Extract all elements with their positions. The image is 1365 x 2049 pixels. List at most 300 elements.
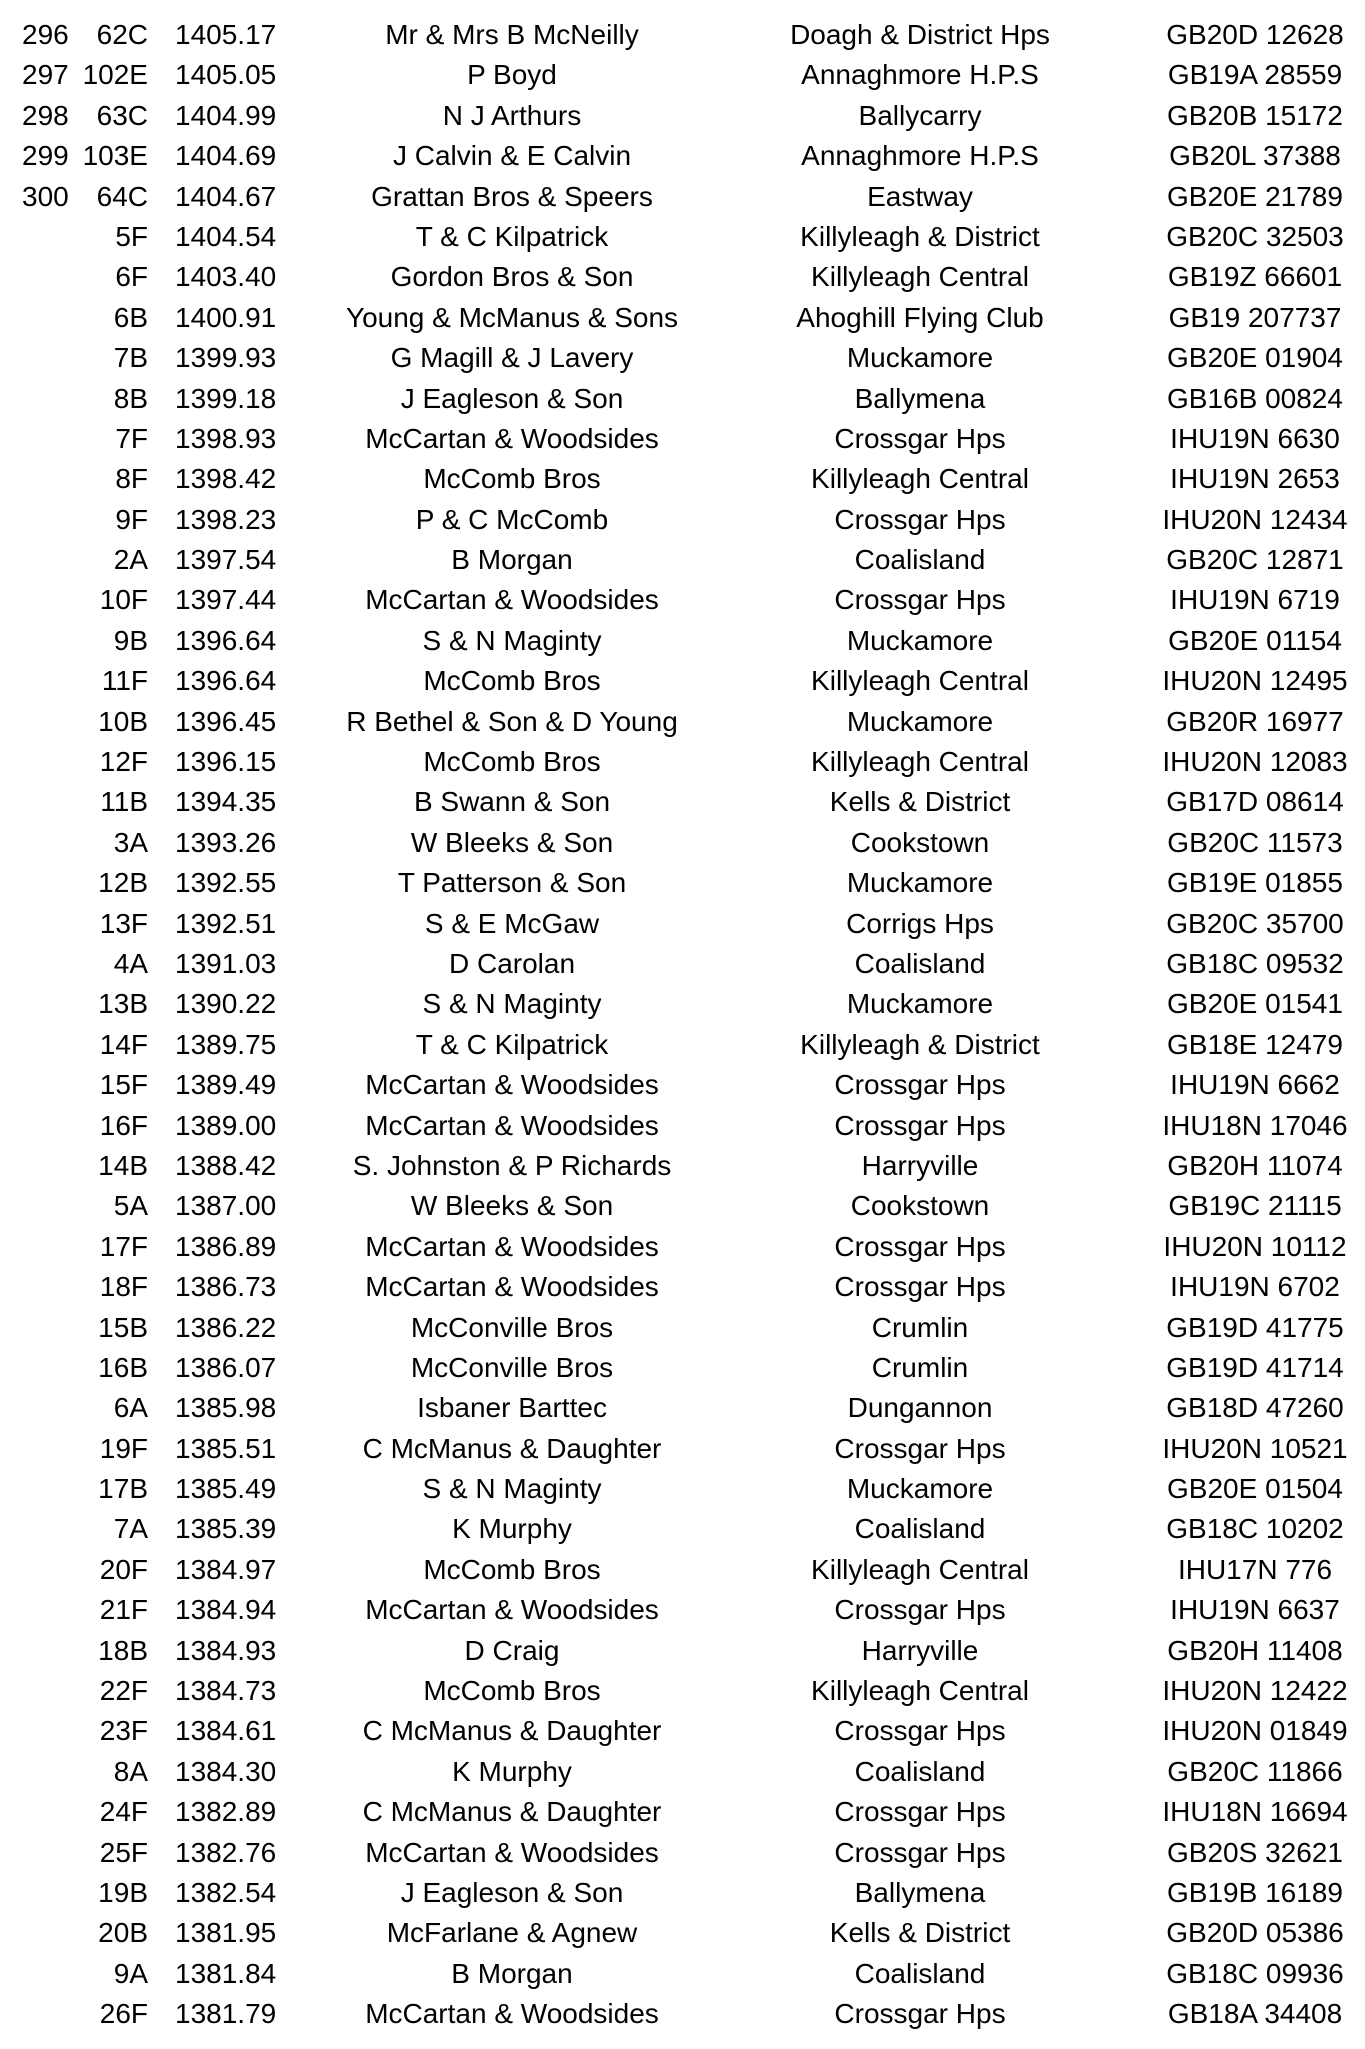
table-row — [0, 96, 1365, 136]
fancier-name: McFarlane & Agnew — [386, 1917, 638, 1949]
club-name: Annaghmore H.P.S — [801, 59, 1039, 91]
overall-position: 297 — [22, 59, 69, 91]
section-position: 19F — [99, 1432, 148, 1464]
section-position: 16B — [98, 1351, 148, 1383]
club-name: Killyleagh & District — [800, 220, 1040, 252]
section-position: 13B — [98, 988, 148, 1020]
ring-number: GB18C 09532 — [1166, 947, 1344, 979]
section-position: 14F — [99, 1028, 148, 1060]
section-position: 102E — [82, 59, 148, 91]
club-name: Muckamore — [846, 624, 994, 656]
club-name: Crossgar Hps — [834, 1998, 1006, 2030]
section-position: 11B — [100, 786, 148, 818]
section-position: 7B — [113, 342, 148, 374]
ring-number: GB20E 01904 — [1167, 342, 1343, 374]
ring-number: IHU20N 01849 — [1162, 1715, 1348, 1747]
club-name: Ballycarry — [858, 99, 982, 131]
fancier-name: McCartan & Woodsides — [365, 1230, 659, 1262]
fancier-name: McCartan & Woodsides — [365, 1271, 659, 1303]
club-name: Dungannon — [847, 1392, 993, 1424]
table-row — [0, 944, 1365, 984]
velocity: 1398.23 — [175, 503, 277, 535]
section-position: 8F — [115, 463, 148, 495]
table-row — [0, 1025, 1365, 1065]
ring-number: GB20C 12871 — [1166, 544, 1344, 576]
table-row — [0, 1388, 1365, 1428]
ring-number: GB19D 41714 — [1166, 1351, 1344, 1383]
fancier-name: K Murphy — [452, 1513, 572, 1545]
fancier-name: J Eagleson & Son — [400, 1876, 624, 1908]
velocity: 1382.89 — [175, 1796, 277, 1828]
velocity: 1394.35 — [175, 786, 277, 818]
velocity: 1396.64 — [175, 624, 277, 656]
section-position: 4A — [113, 947, 148, 979]
club-name: Crossgar Hps — [834, 1230, 1006, 1262]
fancier-name: Grattan Bros & Speers — [371, 180, 653, 212]
fancier-name: McCartan & Woodsides — [365, 1836, 659, 1868]
club-name: Killyleagh Central — [811, 261, 1029, 293]
ring-number: IHU20N 12495 — [1162, 665, 1348, 697]
club-name: Killyleagh Central — [811, 1553, 1029, 1585]
section-position: 62C — [96, 19, 148, 50]
velocity: 1398.42 — [175, 463, 277, 495]
table-row — [0, 298, 1365, 338]
velocity: 1384.94 — [175, 1594, 277, 1626]
table-row — [0, 1429, 1365, 1469]
ring-number: GB19 207737 — [1168, 301, 1342, 333]
club-name: Killyleagh Central — [811, 463, 1029, 495]
ring-number: GB18A 34408 — [1167, 1998, 1343, 2030]
ring-number: GB19D 41775 — [1166, 1311, 1344, 1343]
fancier-name: C McManus & Daughter — [362, 1715, 662, 1747]
club-name: Crossgar Hps — [834, 1271, 1006, 1303]
fancier-name: McCartan & Woodsides — [365, 1069, 659, 1101]
velocity: 1390.22 — [175, 988, 277, 1020]
table-row — [0, 459, 1365, 499]
ring-number: IHU20N 12083 — [1162, 746, 1348, 778]
velocity: 1403.40 — [175, 261, 277, 293]
table-row — [0, 500, 1365, 540]
velocity: 1388.42 — [175, 1149, 277, 1181]
ring-number: GB20B 15172 — [1167, 99, 1343, 131]
section-position: 23F — [99, 1715, 148, 1747]
section-position: 12F — [99, 746, 148, 778]
velocity: 1404.54 — [175, 220, 277, 252]
club-name: Muckamore — [846, 867, 994, 899]
club-name: Cookstown — [850, 1190, 990, 1222]
ring-number: GB19A 28559 — [1167, 59, 1343, 91]
velocity: 1386.89 — [175, 1230, 277, 1262]
velocity: 1385.98 — [175, 1392, 277, 1424]
ring-number: IHU20N 10521 — [1162, 1432, 1348, 1464]
table-row — [0, 1954, 1365, 1994]
section-position: 7A — [113, 1513, 148, 1545]
club-name: Annaghmore H.P.S — [801, 140, 1039, 172]
velocity: 1382.54 — [175, 1876, 277, 1908]
ring-number: IHU20N 12434 — [1162, 503, 1348, 535]
club-name: Crossgar Hps — [834, 422, 1006, 454]
ring-number: GB20C 11573 — [1167, 826, 1343, 858]
velocity: 1385.49 — [175, 1473, 277, 1505]
velocity: 1397.54 — [175, 544, 277, 576]
club-name: Coalisland — [854, 1957, 986, 1989]
ring-number: IHU19N 2653 — [1170, 463, 1340, 495]
section-position: 9F — [115, 503, 148, 535]
ring-number: IHU19N 6637 — [1170, 1594, 1340, 1626]
section-position: 25F — [99, 1836, 148, 1868]
club-name: Coalisland — [854, 1755, 986, 1787]
fancier-name: McComb Bros — [423, 463, 601, 495]
section-position: 3A — [113, 826, 148, 858]
ring-number: IHU19N 6630 — [1170, 422, 1340, 454]
club-name: Killyleagh Central — [811, 1675, 1029, 1707]
table-row — [0, 1348, 1365, 1388]
section-position: 18F — [99, 1271, 148, 1303]
table-row — [0, 55, 1365, 95]
overall-position: 296 — [22, 19, 69, 50]
table-row — [0, 1590, 1365, 1630]
ring-number: GB20E 01154 — [1168, 624, 1342, 656]
velocity: 1381.95 — [175, 1917, 277, 1949]
ring-number: GB18D 47260 — [1166, 1392, 1344, 1424]
club-name: Ballymena — [854, 1876, 986, 1908]
club-name: Corrigs Hps — [846, 907, 994, 939]
ring-number: IHU20N 12422 — [1162, 1675, 1348, 1707]
velocity: 1386.22 — [175, 1311, 277, 1343]
table-row — [0, 1186, 1365, 1226]
ring-number: GB20E 21789 — [1167, 180, 1343, 212]
fancier-name: J Calvin & E Calvin — [392, 140, 632, 172]
section-position: 8B — [113, 382, 148, 414]
velocity: 1386.07 — [175, 1351, 277, 1383]
table-row — [0, 1752, 1365, 1792]
section-position: 103E — [82, 140, 148, 172]
fancier-name: McComb Bros — [423, 665, 601, 697]
section-position: 11F — [101, 665, 148, 697]
velocity: 1381.79 — [175, 1998, 277, 2030]
fancier-name: B Morgan — [451, 1957, 573, 1989]
fancier-name: Mr & Mrs B McNeilly — [385, 19, 639, 50]
velocity: 1384.73 — [175, 1675, 277, 1707]
fancier-name: McConville Bros — [410, 1351, 614, 1383]
club-name: Harryville — [861, 1149, 979, 1181]
fancier-name: McComb Bros — [423, 1675, 601, 1707]
fancier-name: D Carolan — [448, 947, 576, 979]
velocity: 1385.51 — [175, 1432, 277, 1464]
table-row — [0, 1106, 1365, 1146]
club-name: Killyleagh Central — [811, 665, 1029, 697]
ring-number: GB17D 08614 — [1166, 786, 1344, 818]
section-position: 2A — [113, 544, 148, 576]
ring-number: IHU17N 776 — [1177, 1553, 1333, 1585]
fancier-name: McCartan & Woodsides — [365, 1594, 659, 1626]
fancier-name: T & C Kilpatrick — [415, 1028, 609, 1060]
club-name: Eastway — [867, 180, 973, 212]
club-name: Coalisland — [854, 544, 986, 576]
fancier-name: B Swann & Son — [413, 786, 611, 818]
ring-number: IHU19N 6702 — [1170, 1271, 1340, 1303]
club-name: Crossgar Hps — [834, 1109, 1006, 1141]
section-position: 15B — [98, 1311, 148, 1343]
club-name: Coalisland — [854, 947, 986, 979]
section-position: 18B — [98, 1634, 148, 1666]
club-name: Crossgar Hps — [834, 1069, 1006, 1101]
table-row — [0, 1227, 1365, 1267]
fancier-name: McCartan & Woodsides — [365, 584, 659, 616]
fancier-name: J Eagleson & Son — [400, 382, 624, 414]
club-name: Crossgar Hps — [834, 1432, 1006, 1464]
fancier-name: Gordon Bros & Son — [390, 261, 634, 293]
fancier-name: McCartan & Woodsides — [365, 1109, 659, 1141]
section-position: 15F — [99, 1069, 148, 1101]
ring-number: IHU20N 10112 — [1163, 1230, 1347, 1262]
table-row — [0, 1550, 1365, 1590]
fancier-name: W Bleeks & Son — [410, 1190, 614, 1222]
club-name: Kells & District — [829, 786, 1011, 818]
fancier-name: McCartan & Woodsides — [365, 422, 659, 454]
club-name: Crossgar Hps — [834, 1836, 1006, 1868]
table-row — [0, 1469, 1365, 1509]
club-name: Ahoghill Flying Club — [796, 301, 1044, 333]
ring-number: IHU19N 6719 — [1170, 584, 1340, 616]
ring-number: GB18C 10202 — [1166, 1513, 1344, 1545]
section-position: 8A — [113, 1755, 148, 1787]
velocity: 1396.45 — [175, 705, 277, 737]
ring-number: GB20C 35700 — [1166, 907, 1344, 939]
section-position: 7F — [115, 422, 148, 454]
section-position: 21F — [99, 1594, 148, 1626]
section-position: 9A — [113, 1957, 148, 1989]
ring-number: GB20R 16977 — [1166, 705, 1344, 737]
club-name: Muckamore — [846, 1473, 994, 1505]
velocity: 1405.17 — [175, 19, 277, 50]
table-row — [0, 1994, 1365, 2034]
table-row — [0, 177, 1365, 217]
results-table — [0, 15, 1365, 2035]
fancier-name: S & N Maginty — [422, 1473, 602, 1505]
club-name: Cookstown — [850, 826, 990, 858]
section-position: 9B — [113, 624, 148, 656]
ring-number: GB18E 12479 — [1167, 1028, 1343, 1060]
club-name: Coalisland — [854, 1513, 986, 1545]
table-row — [0, 1146, 1365, 1186]
fancier-name: C McManus & Daughter — [362, 1796, 662, 1828]
fancier-name: P & C McComb — [415, 503, 609, 535]
ring-number: GB20H 11074 — [1167, 1149, 1343, 1181]
fancier-name: C McManus & Daughter — [362, 1432, 662, 1464]
ring-number: GB20D 05386 — [1166, 1917, 1344, 1949]
ring-number: GB20H 11408 — [1167, 1634, 1343, 1666]
club-name: Crossgar Hps — [834, 1594, 1006, 1626]
club-name: Killyleagh Central — [811, 746, 1029, 778]
ring-number: GB19B 16189 — [1167, 1876, 1343, 1908]
velocity: 1384.97 — [175, 1553, 277, 1585]
ring-number: GB19E 01855 — [1167, 867, 1343, 899]
fancier-name: R Bethel & Son & D Young — [346, 705, 678, 737]
table-row — [0, 217, 1365, 257]
club-name: Crumlin — [871, 1311, 969, 1343]
table-row — [0, 742, 1365, 782]
section-position: 22F — [99, 1675, 148, 1707]
section-position: 6F — [115, 261, 148, 293]
section-position: 10B — [98, 705, 148, 737]
table-row — [0, 1792, 1365, 1832]
table-row — [0, 379, 1365, 419]
velocity: 1404.67 — [175, 180, 277, 212]
velocity: 1389.75 — [175, 1028, 277, 1060]
table-row — [0, 702, 1365, 742]
section-position: 16F — [99, 1109, 148, 1141]
velocity: 1389.00 — [175, 1109, 277, 1141]
velocity: 1384.93 — [175, 1634, 277, 1666]
fancier-name: McConville Bros — [410, 1311, 614, 1343]
overall-position: 298 — [22, 99, 69, 131]
velocity: 1387.00 — [175, 1190, 277, 1222]
club-name: Crumlin — [871, 1351, 969, 1383]
section-position: 10F — [99, 584, 148, 616]
velocity: 1399.93 — [175, 342, 277, 374]
velocity: 1398.93 — [175, 422, 277, 454]
section-position: 6B — [113, 301, 148, 333]
table-row — [0, 1509, 1365, 1549]
velocity: 1393.26 — [175, 826, 277, 858]
section-position: 20B — [98, 1917, 148, 1949]
club-name: Crossgar Hps — [834, 1796, 1006, 1828]
fancier-name: S & N Maginty — [422, 624, 602, 656]
table-row — [0, 1711, 1365, 1751]
ring-number: IHU19N 6662 — [1170, 1069, 1340, 1101]
fancier-name: G Magill & J Lavery — [390, 342, 634, 374]
fancier-name: McComb Bros — [423, 1553, 601, 1585]
table-row — [0, 419, 1365, 459]
ring-number: GB16B 00824 — [1167, 382, 1343, 414]
section-position: 26F — [99, 1998, 148, 2030]
section-position: 14B — [98, 1149, 148, 1181]
fancier-name: N J Arthurs — [442, 99, 582, 131]
club-name: Doagh & District Hps — [790, 19, 1050, 50]
velocity: 1384.61 — [175, 1715, 277, 1747]
club-name: Muckamore — [846, 988, 994, 1020]
fancier-name: B Morgan — [451, 544, 573, 576]
velocity: 1405.05 — [175, 59, 277, 91]
section-position: 17F — [99, 1230, 148, 1262]
ring-number: GB19C 21115 — [1168, 1190, 1342, 1222]
velocity: 1384.30 — [175, 1755, 277, 1787]
velocity: 1386.73 — [175, 1271, 277, 1303]
ring-number: GB18C 09936 — [1166, 1957, 1344, 1989]
table-row — [0, 136, 1365, 176]
velocity: 1404.69 — [175, 140, 277, 172]
ring-number: GB20E 01504 — [1167, 1473, 1343, 1505]
ring-number: IHU18N 17046 — [1162, 1109, 1348, 1141]
table-row — [0, 863, 1365, 903]
ring-number: GB20C 11866 — [1167, 1755, 1343, 1787]
table-row — [0, 1833, 1365, 1873]
ring-number: GB20L 37388 — [1169, 140, 1341, 172]
section-position: 20F — [99, 1553, 148, 1585]
ring-number: GB20C 32503 — [1166, 220, 1344, 252]
table-row — [0, 621, 1365, 661]
club-name: Crossgar Hps — [834, 1715, 1006, 1747]
club-name: Killyleagh & District — [800, 1028, 1040, 1060]
club-name: Kells & District — [829, 1917, 1011, 1949]
velocity: 1400.91 — [175, 301, 277, 333]
section-position: 6A — [113, 1392, 148, 1424]
table-row — [0, 338, 1365, 378]
velocity: 1389.49 — [175, 1069, 277, 1101]
ring-number: GB20S 32621 — [1167, 1836, 1343, 1868]
fancier-name: T & C Kilpatrick — [415, 220, 609, 252]
fancier-name: S & E McGaw — [424, 907, 600, 939]
velocity: 1396.64 — [175, 665, 277, 697]
fancier-name: D Craig — [464, 1634, 560, 1666]
ring-number: IHU18N 16694 — [1162, 1796, 1348, 1828]
ring-number: GB19Z 66601 — [1167, 261, 1343, 293]
fancier-name: W Bleeks & Son — [410, 826, 614, 858]
table-row — [0, 1873, 1365, 1913]
section-position: 5F — [115, 220, 148, 252]
section-position: 12B — [98, 867, 148, 899]
table-row — [0, 1065, 1365, 1105]
velocity: 1381.84 — [175, 1957, 277, 1989]
section-position: 5A — [113, 1190, 148, 1222]
table-row — [0, 823, 1365, 863]
table-row — [0, 540, 1365, 580]
table-row — [0, 1267, 1365, 1307]
velocity: 1392.55 — [175, 867, 277, 899]
table-row — [0, 257, 1365, 297]
table-row — [0, 984, 1365, 1024]
overall-position: 300 — [22, 180, 69, 212]
table-row — [0, 1913, 1365, 1953]
club-name: Muckamore — [846, 705, 994, 737]
section-position: 24F — [99, 1796, 148, 1828]
velocity: 1392.51 — [175, 907, 277, 939]
fancier-name: Isbaner Barttec — [417, 1392, 607, 1424]
velocity: 1404.99 — [175, 99, 277, 131]
table-row — [0, 15, 1365, 55]
velocity: 1385.39 — [175, 1513, 277, 1545]
section-position: 63C — [96, 99, 148, 131]
table-row — [0, 782, 1365, 822]
club-name: Harryville — [861, 1634, 979, 1666]
velocity: 1382.76 — [175, 1836, 277, 1868]
fancier-name: McComb Bros — [423, 746, 601, 778]
section-position: 13F — [99, 907, 148, 939]
club-name: Muckamore — [846, 342, 994, 374]
club-name: Crossgar Hps — [834, 584, 1006, 616]
table-row — [0, 661, 1365, 701]
section-position: 64C — [96, 180, 148, 212]
club-name: Crossgar Hps — [834, 503, 1006, 535]
fancier-name: K Murphy — [452, 1755, 572, 1787]
fancier-name: S & N Maginty — [422, 988, 602, 1020]
fancier-name: McCartan & Woodsides — [365, 1998, 659, 2030]
velocity: 1399.18 — [175, 382, 277, 414]
fancier-name: Young & McManus & Sons — [345, 301, 679, 333]
section-position: 17B — [98, 1473, 148, 1505]
velocity: 1397.44 — [175, 584, 277, 616]
table-row — [0, 1631, 1365, 1671]
velocity: 1396.15 — [175, 746, 277, 778]
club-name: Ballymena — [854, 382, 986, 414]
fancier-name: T Patterson & Son — [397, 867, 627, 899]
table-row — [0, 904, 1365, 944]
overall-position: 299 — [22, 140, 69, 172]
table-row — [0, 580, 1365, 620]
ring-number: GB20E 01541 — [1167, 988, 1343, 1020]
velocity: 1391.03 — [175, 947, 277, 979]
